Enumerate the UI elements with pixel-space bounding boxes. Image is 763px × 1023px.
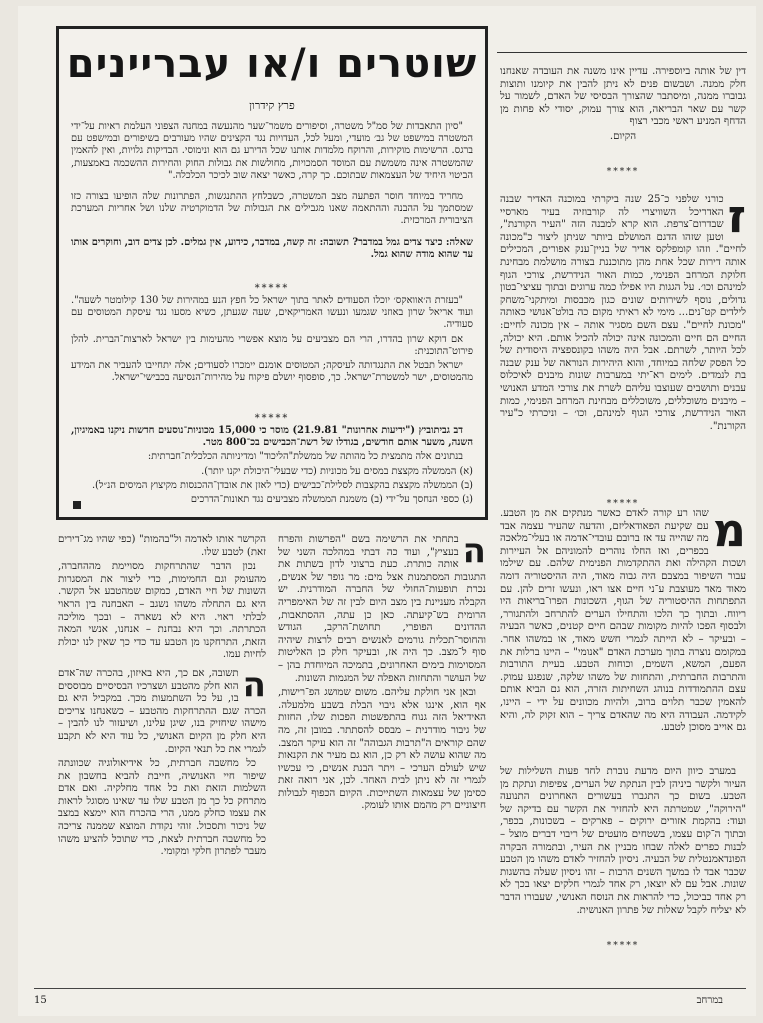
left-column <box>58 534 266 974</box>
box-stars-2: ***** <box>254 413 290 424</box>
right-p4: במערב כיוון היום מדעת נוברת לחד פעות השלילות של העיור ולקשר ביניהן לבין הנתקת של הערים, צפיפות ונתקת מן הטבע. בשום כך התגברו בעשורים האחרונים התנועה "הירוקה", שמטרתה היא להחזיר את הקשר עם בדיקה של ועוד: בהקמת אזורים ירוקים – פארקים – בשכונות, בכפר, ובתוך ה־קום עצמו, בשטחים מועטים של ריבוי דברים מוצל – לבנות כפרים לאלה שבחו מבניין את העיר, ובתמורה הבקרה הפונדאמנטלית של הבעיה. ניסיון להחזיר לאדם משהו מן הטבע שכבר אבד לו במשך השנים הרבות – זהו ניסיון שעלה בהשגות שונות. אבל עם לא יוצאו, רק אחד לגמרי חלקים יצאו בכך לא רק אחד כביכול, כדי להראות את הנוסח האנושי, שעבורו הדבר לא יצליח לקבל שאלות של פתרון האנושית. <box>500 766 746 916</box>
dropcap-letter-3: ה <box>462 534 486 571</box>
box-list-a: (א) הממשלה מקצצת במסים על מכוניות (כדי שבעלי־היכולת יקנו יותר). <box>201 465 473 477</box>
middle-p1: בתחתי את הרשימה בשם "הפרשות והפרח בעציץ", ועוד כה דבתי במהלכה השני של אותה כותרת. כעת ברצוני לדון בשתות את התגובות המסתמנות אצל מים: מר גופר של אנשים, נכרת תופעות־החולי של החברה המודרנית. יש הקבלה מעניינת בין מצב היום לבין זה של האימפריה הרומית בש־קיעתה. כאן כן עתה, ההסתאבות, ההדונים הפופרי, תחושת־הרקב, הגודש והחוסר־תכלית גורמים לאנשים רבים לרצות שיהיה סוף ל־מצב. כך היה אז, ובעיקר חלק כן האליטות המסוימות בימים האחרונים, בתמיכה המיוחדת בהן – של העושר והתחזות האפלה של המגמות השונות. <box>278 534 486 684</box>
dropcap-letter-4: ה <box>242 664 266 705</box>
right-p3: שהו רע קורה לאדם כאשר מנתקים את מן הטבע. עם שקיעת הפאודאליזם, והדעה שהעיר עצמה אבד מה שהייה עד אז ברובם עובדי־אדמה או בעלי־מלאכה בכפרים, ואז החלו נוהרים להמוניהם אל העיירות ושכות הקהילה ואת ההתקדמות הפנימית שלהם. עם שילמו עבור השיפור במצבם היה גבוה מאוד, היה ההיסטוריה דומה מאוד מאד מעוצבת ע־ני חיים אצו ראו, ונעשו זרים להן. עם התפתחות ההיסטוריה של הגוף, השכונות הפרו־בריאות היו ריווח. ובתוך כך הלכו והתחילו הערים להתרחב ולהתגורר, ולבסוף הפכו להיות מקומות שבהם חיים קטנים, כאשר הבעיה – ובעיקר – לא הייתה לגמרי חשש מאוד, או במשהו אחר. במקומם נוצרה בתוך מערכת האדם "אנומי" – היינו ברלות את הפעם, המשא, השמים, וכוחות הטבע. בעיית התורבות והתרבות החברתית, והתחזות של משהו שלקה, שנפגע עמוק. עצם ההתמודדות בנוהג השחיתות הזרה, הוא גם הביא אותם להאמין שכבר תלוים ברוב, ולהיות מכוונים על ידי – היינו, לקידמה. העבודה היא מה שהאדם צריך – הוא זקוק לה, והיא גם אוייב מסוכן לטבע. <box>500 508 746 734</box>
box-section-3 <box>71 295 473 403</box>
dropcap-letter-2: מ <box>712 508 746 557</box>
stars-divider-2: ***** <box>606 499 640 509</box>
article-title: שוטרים ו/או עבריינים <box>66 41 478 87</box>
box-joke <box>71 237 473 275</box>
right-column-article-2 <box>500 194 746 486</box>
left-p4: כל מחשבה חברתית, כל אידיאולוגיה שכוונתה שיפור חיי האנושיה, חייבת להביא בחשבון את השלמות הזאת ואת כל אחד מחלקיה. ואם אדם מתרחק כל כך מן הטבע שלו עד שאינו מסוגל לראות את עצמו כחלק ממנו, הרי בהכרח הוא יימצא במצב של ניכור ותסכול. זוהי נקודת המוצא שממנה צריכה כל מחשבה חברתית לצאת, כדי שתוכל להציע משהו מעבר לפתרון חלקי ומקומי. <box>58 758 266 858</box>
right-column-article-3 <box>500 508 746 752</box>
box-p5: ישראל תבטל את התנגדותה לעיסקה; המטוסים אומנם יימכרו לסעודים; אלה יתחייבו להעביר את המידע מהמטוסים, ישר למשטרת־ישראל. כך, סופסוף יושלם פיקוח על מהירות־הנסיעה בכבישי־ישראל. <box>71 360 473 384</box>
left-p2: נכון הדבר שהתרחקות מסויימת מההחברה, מהעומק וגם החמימות, כדי ליצור את המסגרות השונות של חיי האדם, כמקום שמהטבע אל הקשר. היא גם התחלה משהו נשגב – האבחנה בין הראוי לבלתי ראוי. היא לא נשארה – ובכך מוליכה הכתרתה. וכך היא נבחנת – אנחנו, אנשי המאה הזאת, התרחקנו מן הטבע עד כדי כך שאין לנו יכולת לחיות עמו. <box>58 561 266 661</box>
footer-rule <box>34 988 746 989</box>
middle-p2: ובאן אני חולקת עליהם. משום שמושג הפ־רישות, אף הוא, אינגו אלא גיבוי הבלת בשבע מלמעלה. האידיאל הזה גנוח בהתפשטות הפכות שלו, החזות של גיבור מודרנית – מבסס להסתתר. במובן זה, מה שהם קוראים ה"תרבות הגבוהה" זה הוא עיקר המצב. מה שהוא עושה לא רק כן, הוא גם מעיר את הקנאות שיש לעולם הערכי – ויתר הבנת אנשים, כי עכשיו לגמרי זה לא ניתן לבית האחד. לכן, אני רואה זאת כסימן של עצמאות השתייכות. הקיום הכפוף לגבולות חיצוניים רק מהמם אותו לעומק. <box>278 687 486 812</box>
stars-divider: ***** <box>606 167 640 177</box>
right-column-rule <box>497 52 747 53</box>
box-end-mark <box>73 501 81 509</box>
box-stars-1: ***** <box>254 283 290 294</box>
left-p3: תשובה, אם כך, היא באיזון, בהכרה שה־אדם הוא חלק מהטבע ושצרכיו הבסיסיים מבוססים בו, על כל השתמעות מכך. במקביל היא גם הכרה שגם ההתרחקות מהטבע – כשאנחנו צריכים מישהו שיחזיק בנו, שיגן עלינו, ושיעזור לנו להבין – היא חלק מן הקיום האנושי, כל עוד היא לא תקבע לגמרי את כל תנאי הקיום. <box>58 667 266 755</box>
boxed-article <box>56 26 488 520</box>
dropcap-letter: ז <box>727 194 746 243</box>
stars-divider-3: ***** <box>606 941 640 951</box>
article-author: פרץ קידרון <box>249 99 295 112</box>
box-list-b: (ב) הממשלה מקצצת בהקצבות לסלילת־כבישים (כדי לאזן את אובדן־ההכנסות מקיצוץ המיסים הנ״ל). <box>91 479 473 491</box>
right-column-article-4 <box>500 766 746 934</box>
box-p7: בנתונים אלה מתמצית כל מהותה של ממשלת"הליכוד" ומדיניותה הכלכלית־חברתית: <box>147 451 463 463</box>
box-p2: מחריד במיוחד חוסר הפתעה מצב המשטרה, כשבלחץ ההתנגשות, הפתרונות שלה הופיעו בצורה כזו שמסתמך על ההבנה וההתאמה שאנו מגבילים את הגבולות של הדמוקרטיה שלנו ושל אחריות המערכת הציבורית המרכזית. <box>71 191 473 227</box>
box-p6: דב גביתוביץ ("ידיעות אחרונות" 21.9.81) מוסר כי 15,000 מכוניות־נוסעים חדשות ניקנו באמיגיון, השנה, משער אותם חודשים, בגודלו של רשת־הכבישים בכ־800 מטר. <box>71 425 473 449</box>
left-p1: הקרשר אותו לאדמה ול"בהמות" (כפי שהיו מג־דירים זאת) לטבע שלו. <box>58 534 266 558</box>
right-column-top <box>500 66 746 146</box>
box-qa: שאלה: כיצד צדים גמל במדבר? תשובה: זה קשה, במדבר, כידוע, אין גמלים. לכן צדים דוב, וחוקרים אותו עד שהוא מודה שהוא גמל. <box>71 237 473 261</box>
section-name: במרחב <box>696 995 723 1006</box>
right-top-text: דין של אותה ביוספירה. עדיין אינו משנה את העובדה שאנחנו חלק ממנה. ושבשום פנים לא ניתן להבין את קיומנו ותוצות גבוברו ממנה, ומיסתבר שהצורך הבסיסי של האדם, לשמור על קשר עם שאר הבריאה, הוא צורך עמוק, יסודי לא פחות מן הדחף המניע ראשי מכבי רצוף <box>500 66 746 128</box>
right-top-end: הקיום. <box>609 130 637 142</box>
box-section-1 <box>71 121 473 189</box>
box-p1: "סיון התאבדות של סמ"ל משטרה, וסיפורים משמר־שער מהנעשה במחנה הצפוני העלמת ראיות על־ידי המשטרה במישפט של גב׳ מועדי, ומעל לכל, העדויות נגד הקצינים שהיו מעורבים בשיפורים ובמישפט עם ברגס. הרשימות מוקירות, והרוקח מלמדות אותנו שכל הדירע גם הוא ונימוסי. הבדיקות גלויות, ואין להאמין שהמשטרה אינה משמשת עם המוסד הסמכויות, מחולשות את גבולות החוק והחירות ההשכמה באמצעות, הביטוי היחיד של העצמאות שבתוכם. כך קרה, כאשר יצאה שוב לכיכר הכלכלה." <box>71 121 473 181</box>
box-section-2 <box>71 191 473 235</box>
box-section-4 <box>71 425 473 515</box>
middle-column <box>278 534 486 974</box>
box-p4: אם דוקא שרון בהדרו, הרי הם מצביעים על מוצא אפשרי מהעימות בין ישראל לארצות־הברית. להלן פירוט־התוכנית: <box>71 333 473 357</box>
box-list-c: (ג) כספי הנחסך על־ידי (ב) משמנת הממשלה מצביעים נגד תאונות־הדרכים <box>190 494 473 506</box>
box-p3: "בעזרת ה׳אוואקס׳ יוכלו הסעודים לאתר בתוך ישראל כל חפץ הנע במהירות של 130 קילומטר לשעה". ועוד אריאל שרון באוזני שגמעו ונעשו האמריקאים, שעה שגעתן, כשיא מסעו נגד עיסקת המטוסים עם סעודיה. <box>71 295 473 331</box>
page-number: 15 <box>34 995 47 1006</box>
right-p2: כורני שלפני כ־25 שנה ביקרתי במוכנה האדיר שבנה האדריכל השוויצרי לה קורבוזיה בעיר מארסיי שבדרום־צרפת. הוא קרא למבנה הזה "העיר הקורנת", וטען שזהו הדגם המושלם ביותר שניתן ליצור כ"מכונה לחיים". וזהו קומפלקס אדיר של בניין־ענק אפורים, המכילים אותה דירות שכל אחת מהן מתוכננת בצורה מושלמת מבחינת חלוקת המרחב הפנימי, כמות האור הנידרשת, צורכי הגוף למינהם וכו׳. על הגגות היו אפילו כמה ערוגים ובתוך עציצי־בטון גדולים, נוסף לשירותים שונים כגון מכבסות ומיתקני־משחק לילדים קט־נים... מימי לא ראיתי מקום כה בולט־אנושי כאותה "מכונת לחיים". עצם השם מסגיר אותה – אין מכונה לחיים: החיים הם חיים והמכונה אינה יכולה להכיל אותם. היא יכולה, לכל היותר, לשרתם. אבל היה משהו בקונספציה היסודית של כל הפסק שלחה במיוחד, והוא היהירות הנוראה של ענק שבנה בת לנמדים. לימים רא־יתי במערבות שונות מיבנים לאיכלוס עבנים ותושבים שעוצבו עליהם לשרת את צורכי המדע האנושי – מיבנים משוכללים, משוכללים מבחינת המרחב הפנימי, כמות האור הנידרשת, צורכי הגוף למינהם, וכו׳ – וניכרתי כ"עיר הקורנת". <box>500 194 746 432</box>
